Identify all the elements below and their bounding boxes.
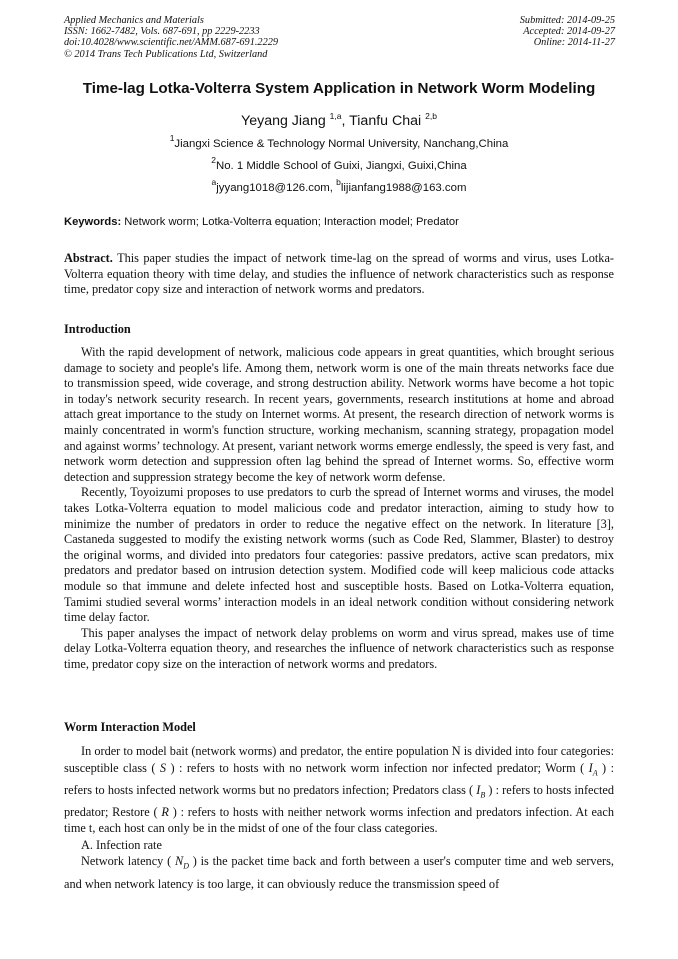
text-run: ) : refers to hosts with neither network worms infection and predators infection. At each time t, each host can only be in the midst of one of the four class categories. — [64, 804, 614, 836]
math-symbol — [174, 854, 189, 871]
text-run: ) : refers to hosts with no network worm infection nor infected predator; Worm ( — [166, 760, 589, 775]
author-name: Tianfu Chai — [349, 113, 426, 129]
math-symbol-letter: I — [476, 782, 481, 797]
keywords-text: Network worm; Lotka-Volterra equation; Interaction model; Predator — [121, 216, 459, 228]
abstract — [64, 251, 614, 298]
author-separator: , — [341, 113, 350, 129]
author-name: Yeyang Jiang — [241, 113, 330, 129]
math-subscript: B — [480, 790, 486, 800]
math-subscript: A — [592, 768, 598, 778]
section-heading-introduction: Introduction — [64, 322, 131, 336]
affiliation-superscript: 1 — [169, 133, 175, 143]
text-run: ) is the packet time back and forth between a user's computer time and web servers, and when network latency is too large, it can obviously reduce the transmission speed of — [64, 854, 614, 891]
email-address: lijianfang1988@163.com — [340, 182, 467, 194]
text-run: ) : refers to hosts infected network worms but no predators infection; Predators class ( — [64, 760, 614, 797]
text-run: In order to model bait (network worms) and predator, the entire population N is divided into four categories: susceptible class ( — [64, 744, 614, 775]
math-symbol — [588, 760, 598, 778]
author-line — [0, 113, 678, 129]
paragraph: With the rapid development of network, malicious code appears in great quantities, which brought serious damage to society and people's life. Among them, network worm is one of the main threats networks face due to transmission speed, wide coverage, and strong destruction ability. Network worms have become a hot topic in today's network security research. In recent years, governments, research institutions at home and abroad attach great importance to the study on Internet worms. At present, the research direction of network worms is mainly concentrated in worm's function structure, working mechanism, scanning strategy, propagation model and against worms’ technology. At present, variant network worms emerge endlessly, the speed is very fast, and network worm detection and suppression often lag behind the spread of Internet worms. So, effective worm detection and suppression strategy become the key of network worm defense. — [64, 345, 614, 484]
worm-model-body — [64, 743, 614, 892]
math-symbol — [476, 782, 486, 800]
keywords — [64, 216, 459, 228]
submitted-date: Submitted: 2014-09-25 — [519, 15, 615, 26]
submission-dates — [520, 15, 615, 49]
math-symbol-letter: N — [174, 854, 184, 869]
affiliation-superscript: 2 — [211, 155, 216, 165]
abstract-label: Abstract. — [64, 251, 113, 265]
email-address: jyyang1018@126.com, — [216, 182, 337, 194]
issn-line: ISSN: 1662-7482, Vols. 687-691, pp 2229-2233 — [64, 26, 260, 38]
keywords-label: Keywords: — [64, 216, 122, 228]
journal-info — [64, 15, 278, 60]
affiliation-1 — [0, 133, 678, 150]
subsection-heading: A. Infection rate — [81, 837, 162, 852]
text-run: Network latency ( — [81, 854, 175, 869]
affiliation-text: Jiangxi Science & Technology Normal University, Nanchang,China — [174, 138, 509, 150]
math-symbol-letter: I — [588, 760, 593, 775]
copyright-line: © 2014 Trans Tech Publications Ltd, Switzerland — [64, 48, 268, 60]
email-line — [0, 177, 678, 194]
paper-title: Time-lag Lotka-Volterra System Application in Network Worm Modeling — [82, 80, 596, 97]
introduction-body — [64, 345, 614, 672]
paragraph — [64, 743, 614, 837]
text-run: ) : refers to hosts infected predator; Restore ( — [64, 782, 614, 819]
journal-name: Applied Mechanics and Materials — [64, 15, 204, 26]
paragraph — [64, 853, 614, 892]
email-superscript: b — [336, 177, 341, 187]
paragraph: This paper analyses the impact of network delay problems on worm and virus spread, makes use of time delay Lotka-Volterra equation theory, and researches the influence of network characteristics such as response time, predator copy size on the interaction of network worms and predators. — [64, 625, 614, 671]
paragraph: Recently, Toyoizumi proposes to use predators to curb the spread of Internet worms and viruses, the model takes Lotka-Volterra equation to model malicious code and predator interaction, aiming to study how to minimize the number of predators in order to reduce the negative effect on the network. In literature [3], Castaneda suggested to modify the existing network worms (such as Code Red, Slammer, Blaster) to destroy the original worms, and divided into predators four categories: passive predators, active scan predators, mix predators and predator based on intrusion detection system. Modified code will keep malicious code attacks module so that immune and delete infected host and susceptible hosts. Based on Lotka-Volterra equation, Tamimi studied several worms’ interaction models in an ideal network condition without considering network time delay factor. — [64, 485, 614, 625]
affiliation-text: No. 1 Middle School of Guixi, Jiangxi, Guixi,China — [216, 160, 467, 172]
abstract-text: This paper studies the impact of network time-lag on the spread of worms and virus, uses Lotka-Volterra equation theory with time delay, and studies the influence of network characteristics such as response time, predator copy size and interaction of network worms and predators. — [64, 251, 614, 297]
math-symbol: S — [159, 760, 167, 775]
accepted-date: Accepted: 2014-09-27 — [523, 26, 615, 38]
math-subscript: D — [183, 861, 189, 871]
author-superscript: 2,b — [425, 111, 437, 121]
email-superscript: a — [211, 177, 217, 187]
affiliation-2 — [0, 155, 678, 172]
doi-line: doi:10.4028/www.scientific.net/AMM.687-691.2229 — [64, 37, 279, 49]
author-superscript: 1,a — [329, 111, 342, 121]
online-date: Online: 2014-11-27 — [533, 37, 615, 49]
math-symbol: R — [161, 804, 169, 819]
section-heading-worm-interaction-model: Worm Interaction Model — [64, 720, 196, 734]
